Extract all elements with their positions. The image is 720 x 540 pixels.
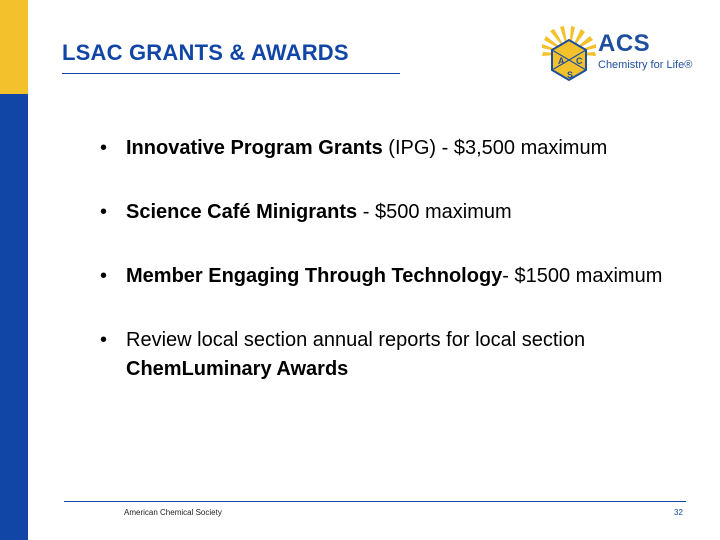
emblem-letter-s: S (567, 70, 574, 80)
bullet-text: - $500 maximum (357, 201, 512, 223)
bullet-text: Review local section annual reports for local section (126, 329, 586, 351)
title-underline (62, 73, 400, 74)
bullet-bold-text: Science Café Minigrants (126, 201, 358, 223)
slide-title: LSAC GRANTS & AWARDS (62, 40, 349, 65)
emblem-letter-c: C (576, 56, 583, 66)
left-accent-bar-blue (0, 94, 28, 540)
bullet-dot: • (100, 329, 108, 351)
bullet-item (100, 134, 700, 163)
bullet-dot: • (100, 265, 108, 287)
bullet-bold-text: Innovative Program Grants (126, 137, 383, 159)
bullet-item (100, 262, 700, 291)
bullet-dot: • (100, 201, 108, 223)
acs-logo (540, 26, 693, 82)
logo-tagline: Chemistry for Life® (598, 59, 693, 71)
bullet-text: (IPG) - $3,500 maximum (382, 137, 608, 159)
bullet-dot: • (100, 137, 108, 159)
bullet-item (100, 198, 700, 227)
bullet-bold-text: ChemLuminary Awards (126, 358, 349, 380)
bullet-text: - $1500 maximum (502, 265, 663, 287)
bullet-list (100, 134, 700, 419)
emblem-letter-a: A (558, 56, 565, 66)
footer-divider (64, 501, 686, 502)
bullet-bold-text: Member Engaging Through Technology (126, 265, 503, 287)
left-accent-bar-yellow (0, 0, 28, 94)
page-number: 32 (674, 508, 683, 517)
bullet-item (100, 326, 700, 384)
acs-emblem-icon (540, 26, 598, 82)
footer-organization: American Chemical Society (124, 508, 222, 517)
logo-wordmark: ACS (598, 30, 651, 57)
